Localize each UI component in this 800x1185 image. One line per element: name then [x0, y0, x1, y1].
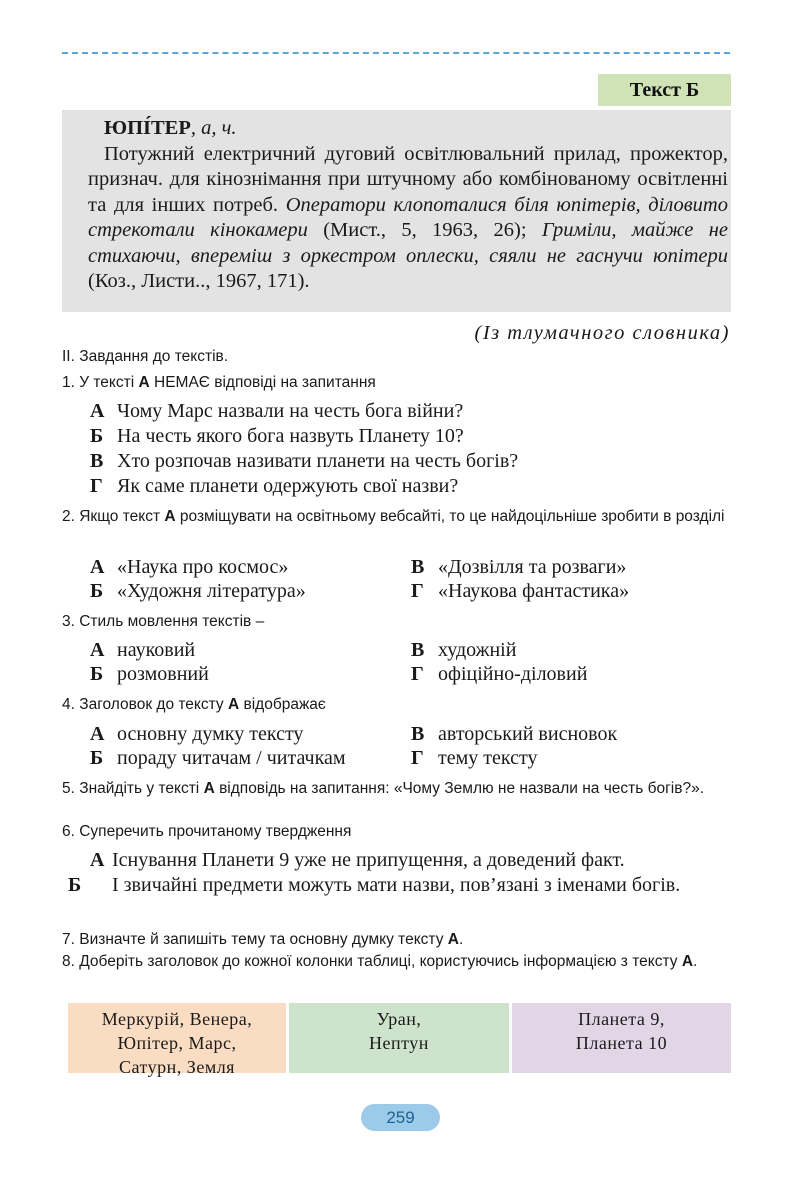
task-2-option-a: А «Наука про космос»: [90, 556, 289, 578]
task-2-prompt: 2. Якщо текст А розміщувати на освітньому вебсайті, то це найдоцільніше зробити в розділі: [62, 508, 725, 525]
table-cell-1-line-1: Меркурій, Венера,: [101, 1009, 253, 1029]
task-1-option-c: В Хто розпочав називати планети на честь богів?: [90, 450, 519, 472]
entry-grammar: , а, ч.: [190, 117, 237, 139]
task-6-option-b: Б І звичайні предмети можуть мати назви, пов’язані з іменами богів.: [68, 874, 681, 896]
task-1-option-b: Б На честь якого бога назвуть Планету 10?: [90, 425, 464, 447]
table-cell-1-line-2: Юпітер, Марс,: [117, 1033, 237, 1053]
page-number: 259: [361, 1104, 440, 1131]
task-4-prompt: 4. Заголовок до тексту А відображає: [62, 696, 326, 713]
task-4-option-d: Г тему тексту: [411, 747, 538, 769]
top-dashed-divider: [62, 52, 730, 54]
task-2-option-c: В «Дозвілля та розваги»: [411, 556, 627, 578]
table-cell-2: [289, 1003, 509, 1073]
table-cell-2-line-2: Нептун: [369, 1033, 429, 1053]
task-3-option-b: Б розмовний: [90, 663, 209, 685]
text-label: Текст Б: [598, 74, 731, 106]
task-2-option-d: Г «Наукова фантастика»: [411, 580, 630, 602]
task-4-option-b: Б пораду читачам / читачкам: [90, 747, 346, 769]
task-1-prompt: 1. У тексті А НЕМАЄ відповіді на запитання: [62, 374, 376, 391]
entry-body: [88, 142, 728, 295]
task-3-option-c: В художній: [411, 639, 517, 661]
task-1-option-d: Г Як саме планети одержують свої назви?: [90, 475, 459, 497]
table-cell-1: [68, 1003, 286, 1077]
task-3-option-d: Г офіційно-діловий: [411, 663, 588, 685]
dictionary-attribution: (Із тлумачного словника): [474, 322, 730, 344]
task-2-option-b: Б «Художня література»: [90, 580, 306, 602]
task-6-prompt: 6. Суперечить прочитаному твердження: [62, 823, 352, 840]
task-4-option-c: В авторський висновок: [411, 723, 618, 745]
entry-headline: [104, 116, 728, 142]
dictionary-entry: [88, 116, 728, 295]
task-6-option-a: А Існування Планети 9 уже не припущення, а доведений факт.: [90, 849, 625, 871]
entry-source-1: (Мист., 5, 1963, 26);: [323, 219, 527, 241]
table-cell-1-line-3: Сатурн, Земля: [119, 1057, 235, 1077]
task-4-option-a: А основну думку тексту: [90, 723, 304, 745]
task-3-option-a: А науковий: [90, 639, 196, 661]
table-cell-3: [512, 1003, 731, 1073]
entry-headword: ЮПІ́ТЕР: [104, 117, 191, 139]
section-title: II. Завдання до текстів.: [62, 348, 229, 365]
table-cell-2-line-1: Уран,: [376, 1009, 422, 1029]
task-8-prompt: 8. Доберіть заголовок до кожної колонки таблиці, користуючись інформацією з тексту А.: [62, 953, 698, 970]
task-3-prompt: 3. Стиль мовлення текстів –: [62, 613, 265, 630]
entry-definition: Потужний електричний дуговий освітлювальний прилад, прожектор, признач. для кінознімання при штучному або комбінованому освітленні та для інших потреб.: [88, 142, 728, 216]
task-5-prompt: 5. Знайдіть у тексті А відповідь на запитання: «Чому Землю не назвали на честь богів?».: [62, 780, 704, 797]
entry-source-2: (Коз., Листи.., 1967, 171).: [88, 270, 310, 292]
entry-example-1: Оператори клопоталися біля юпітерів, діловито стрекотали кінокамери: [88, 193, 728, 241]
task-1-option-a: А Чому Марс назвали на честь бога війни?: [90, 400, 464, 422]
entry-example-2: Гриміли, майже не стихаючи, впереміш з оркестром оплески, сяяли не гаснучи юпітери: [88, 219, 728, 267]
table-cell-3-line-1: Планета 9,: [578, 1009, 665, 1029]
table-cell-3-line-2: Планета 10: [575, 1033, 668, 1053]
task-7-prompt: 7. Визначте й запишіть тему та основну думку тексту А.: [62, 931, 464, 948]
